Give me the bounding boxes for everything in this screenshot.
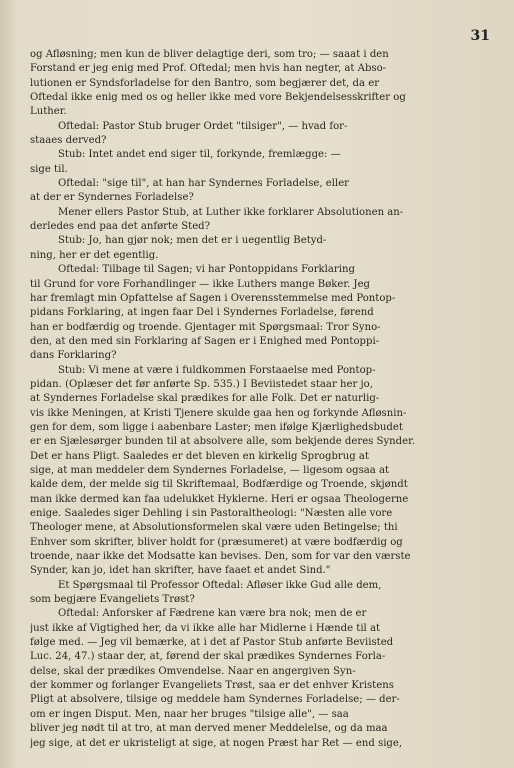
text-line: til Grund for vore Forhandlinger — ikke Luthers mange Bøker. Jeg <box>30 278 370 290</box>
text-line: lutionen er Syndsforladelse for den Bantro, som begjærer det, da er <box>30 77 380 89</box>
text-line: staaes derved? <box>30 135 107 147</box>
text-line: sige, at man meddeler dem Syndernes Forladelse, — ligesom ogsaa at <box>30 464 390 476</box>
text-line: Stub: Jo, han gjør nok; men det er i uegentlig Betyd- <box>58 235 327 247</box>
text-line: just ikke af Vigtighed her, da vi ikke alle har Midlerne i Hænde til at <box>30 622 381 634</box>
text-line: at Syndernes Forladelse skal prædikes for alle Folk. Det er naturlig- <box>30 393 380 405</box>
text-line: Luther. <box>30 106 67 118</box>
text-line: delse, skal der prædikes Omvendelse. Naar en angergiven Syn- <box>30 665 356 677</box>
text-line: Oftedal: Tilbage til Sagen; vi har Pontoppidans Forklaring <box>58 264 355 276</box>
text-line: bliver jeg nødt til at tro, at man derved mener Meddelelse, og da maa <box>30 723 388 735</box>
text-line: Mener ellers Pastor Stub, at Luther ikke forklarer Absolutionen an- <box>58 206 404 218</box>
text-line: Synder, kan jo, idet han skrifter, have faaet et andet Sind." <box>30 565 331 577</box>
text-line: har fremlagt min Opfattelse af Sagen i Overensstemmelse med Pontop- <box>30 292 396 304</box>
text-line: Oftedal ikke enig med os og heller ikke med vore Bekjendelsesskrifter og <box>30 92 406 104</box>
text-line: Pligt at absolvere, tilsige og meddele ham Syndernes Forladelse; — der- <box>30 694 400 706</box>
text-line: sige til. <box>30 163 68 175</box>
text-line: Forstand er jeg enig med Prof. Oftedal; men hvis han negter, at Abso- <box>30 63 387 75</box>
text-line: han er bodfærdig og troende. Gjentager mit Spørgsmaal: Tror Syno- <box>30 321 381 333</box>
text-line: vis ikke Meningen, at Kristi Tjenere skulde gaa hen og forkynde Afløsnin- <box>30 407 407 419</box>
text-line: Oftedal: Pastor Stub bruger Ordet "tilsiger", — hvad for- <box>58 120 348 132</box>
text-line: Stub: Vi mene at være i fuldkommen Forstaaelse med Pontop- <box>58 364 376 376</box>
text-line: Theologer mene, at Absolutionsformelen skal være uden Betingelse; thi <box>30 522 398 534</box>
text-line: Luc. 24, 47.) staar der, at, førend der skal prædikes Syndernes Forla- <box>30 651 386 663</box>
text-line: der kommer og forlanger Evangeliets Trøst, saa er det enhver Kristens <box>30 680 394 692</box>
text-line: pidan. (Oplæser det før anførte Sp. 535.) I Beviistedet staar her jo, <box>30 378 373 390</box>
text-line: den, at den med sin Forklaring af Sagen er i Enighed med Pontoppi- <box>30 335 380 347</box>
text-line: om er ingen Disput. Men, naar her bruges "tilsige alle", — saa <box>30 708 349 720</box>
text-line: gen for dem, som ligge i aabenbare Laster; men ifølge Kjærlighedsbudet <box>30 421 403 433</box>
text-line: Et Spørgsmaal til Professor Oftedal: Afløser ikke Gud alle dem, <box>58 579 382 591</box>
text-line: og Afløsning; men kun de bliver delagtige deri, som tro; — saaat i den <box>30 49 389 60</box>
text-line: derledes end paa det anførte Sted? <box>30 221 211 233</box>
text-line: som begjære Evangeliets Trøst? <box>30 594 195 606</box>
text-line: pidans Forklaring, at ingen faar Del i Syndernes Forladelse, førend <box>30 307 374 319</box>
text-line: dans Forklaring? <box>30 350 117 362</box>
text-line: troende, naar ikke det Modsatte kan bevises. Den, som for var den værste <box>30 551 411 563</box>
text-line: Oftedal: "sige til", at han har Syndernes Forladelse, eller <box>58 178 349 190</box>
text-line: Det er hans Pligt. Saaledes er det bleven en kirkelig Sprogbrug at <box>30 450 369 462</box>
text-line: er en Sjælesørger bunden til at absolvere alle, som bekjende deres Synder. <box>30 436 416 448</box>
page-number: 31 <box>470 28 490 44</box>
text-line: enige. Saaledes siger Dehling i sin Pastoraltheologi: "Næsten alle vore <box>30 508 393 519</box>
text-line: Oftedal: Anforsker af Fædrene kan være bra nok; men de er <box>58 608 367 620</box>
text-line: jeg sige, at det er ukristeligt at sige, at nogen Præst har Ret — end sige, <box>30 737 403 749</box>
text-line: man ikke dermed kan faa udelukket Hyklerne. Heri er ogsaa Theologerne <box>30 493 409 505</box>
text-line: at der er Syndernes Forladelse? <box>30 192 194 204</box>
text-line: ning, her er det egentlig. <box>30 249 159 261</box>
text-line: Enhver som skrifter, bliver holdt for (præsumeret) at være bodfærdig og <box>30 536 403 548</box>
page-body-text <box>30 48 492 751</box>
text-line: følge med. — Jeg vil bemærke, at i det af Pastor Stub anførte Beviisted <box>30 637 394 649</box>
text-line: kalde dem, der melde sig til Skriftemaal, Bodfærdige og Troende, skjøndt <box>30 479 408 491</box>
text-line: Stub: Intet andet end siger til, forkynde, fremlægge: — <box>58 149 341 161</box>
